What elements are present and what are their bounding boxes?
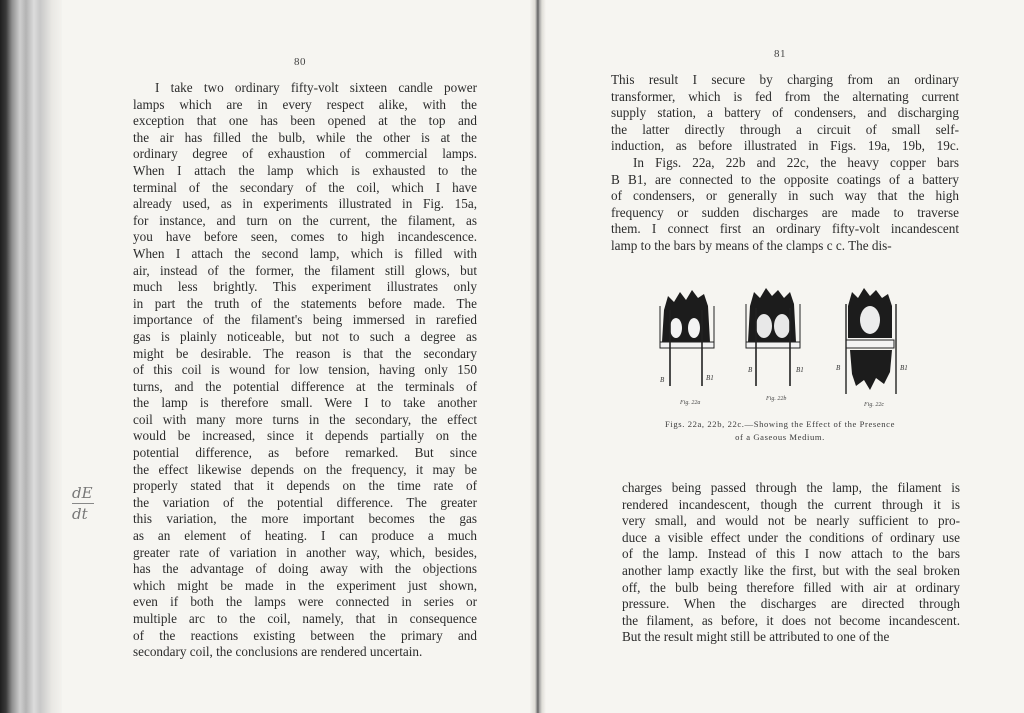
fig-22c-label-left: B — [836, 364, 841, 372]
text-line: induction, as before illustrated in Figs. 19a, 19b, 19c. — [611, 138, 959, 154]
text-line: of the lamp. Instead of this I now attach to the bars — [622, 546, 960, 562]
figure-22b — [746, 288, 800, 386]
text-line: properly stated that it depends on the time rate of — [133, 478, 477, 494]
text-line: In Figs. 22a, 22b and 22c, the heavy copper bars — [633, 154, 959, 170]
text-line: When I attach the lamp which is exhausted to the — [133, 162, 477, 178]
right-page-body-top — [611, 72, 959, 255]
margin-note-denominator: dt — [72, 505, 88, 523]
fig-22a-caption: Fig. 22a — [680, 400, 701, 406]
text-line: another lamp exactly like the first, but with the seal broken — [622, 562, 960, 578]
text-line: lamps which are in every respect alike, with the — [133, 96, 477, 112]
text-line: B B1, are connected to the opposite coatings of a battery — [611, 171, 959, 187]
text-line: the lamp is therefore small. Were I to take another — [133, 395, 477, 411]
right-page-body-bottom — [622, 480, 960, 646]
text-line: the effect likewise depends on the frequency, it may be — [133, 461, 477, 477]
text-line: would be increased, since it depends partially on the — [133, 428, 477, 444]
margin-note-fraction-bar — [72, 503, 94, 504]
text-line: the variation of the potential difference. The greater — [133, 494, 477, 510]
text-line: this variation, the more important becomes the gas — [133, 511, 477, 527]
text-line: of condensers, or generally in such way that the high — [611, 188, 959, 204]
text-line: you have before seen, comes to high incandescence. — [133, 229, 477, 245]
text-line: greater rate of variation in another way, which, besides, — [133, 544, 477, 560]
text-line: of the reactions existing between the primary and — [133, 627, 477, 643]
text-line: very small, and would not be nearly sufficient to pro- — [622, 513, 960, 529]
text-line: I take two ordinary fifty-volt sixteen candle power — [155, 80, 477, 95]
text-line: for instance, and turn on the current, the filament, as — [133, 212, 477, 228]
handwritten-margin-note — [72, 484, 94, 523]
figure-22-illustrations — [656, 286, 916, 411]
text-line: ordinary degree of exhaustion of commercial lamps. — [133, 146, 477, 162]
fig-22c-label-right: B1 — [900, 364, 908, 372]
right-page-number: 81 — [774, 48, 786, 60]
text-line: importance of the filament's being immersed in rarefied — [133, 312, 477, 328]
text-line: exception that one has been opened at the top and — [133, 113, 477, 129]
text-line: the filament, as before, it does not become incandescent. — [622, 612, 960, 628]
text-line: might be desirable. The reason is that the secondary — [133, 345, 477, 361]
margin-note-numerator: dE — [72, 484, 93, 502]
text-line: multiple arc to the coil, namely, that in consequence — [133, 611, 477, 626]
fig-22c-caption: Fig. 22c — [864, 402, 884, 408]
book-spine-edge — [0, 0, 62, 713]
left-page-body — [133, 80, 477, 661]
text-line: lamp to the bars by means of the clamps c c. The dis- — [611, 237, 892, 253]
text-line: the latter directly through a circuit of small self- — [611, 121, 959, 137]
text-line: pressure. When the discharges are directed through — [622, 596, 960, 612]
text-line: of this coil is wound for low tension, having only 150 — [133, 362, 477, 378]
text-line: potential difference, as before remarked. But since — [133, 445, 477, 461]
text-line: duce a visible effect under the conditions of ordinary use — [622, 529, 960, 545]
fig-22b-caption: Fig. 22b — [766, 396, 787, 402]
text-line: transformer, which is fed from the alternating current — [611, 88, 959, 104]
text-line: terminal of the secondary of the coil, which I have — [133, 179, 477, 195]
fig-22b-label-right: B1 — [796, 366, 804, 374]
figure-caption-line-1: Figs. 22a, 22b, 22c.—Showing the Effect of the Presence — [665, 419, 895, 429]
text-line: coil with many more turns in the secondary, the effect — [133, 411, 477, 427]
figure-caption — [620, 418, 940, 444]
text-line: already used, as in experiments illustrated in Fig. 15a, — [133, 196, 477, 212]
text-line: But the result might still be attributed to one of the — [622, 629, 890, 645]
text-line: has the advantage of doing away with the objections — [133, 561, 477, 577]
figure-22c — [846, 288, 896, 394]
text-line: turns, and the potential difference at the terminals of — [133, 378, 477, 394]
book-gutter — [530, 0, 546, 713]
fig-22a-label-left: B — [660, 376, 665, 384]
text-line: charges being passed through the lamp, the filament is — [622, 480, 960, 495]
figure-22a — [660, 290, 714, 386]
text-line: in part the truth of the statements before made. The — [133, 295, 477, 311]
text-line: off, the bulb being therefore filled with air at ordinary — [622, 579, 960, 595]
fig-22a-label-right: B1 — [706, 374, 714, 382]
fig-22b-label-left: B — [748, 366, 753, 374]
figure-caption-line-2: of a Gaseous Medium. — [735, 432, 825, 442]
text-line: even if both the lamps were connected in series or — [133, 594, 477, 610]
text-line: them. I connect first an ordinary fifty-volt incandescent — [611, 221, 959, 237]
text-line: frequency or sudden discharges are made to traverse — [611, 204, 959, 220]
text-line: the air has filled the bulb, while the other is at the — [133, 129, 477, 145]
text-line: When I attach the second lamp, which is filled with — [133, 245, 477, 261]
text-line: air, instead of the former, the filament still glows, but — [133, 262, 477, 278]
text-line: This result I secure by charging from an ordinary — [611, 72, 959, 87]
text-line: which might be made in the experiment just shown, — [133, 577, 477, 593]
text-line: secondary coil, the conclusions are rendered uncertain. — [133, 644, 423, 660]
text-line: supply station, a battery of condensers, and discharging — [611, 105, 959, 121]
text-line: gas is plainly noticeable, but not to such a degree as — [133, 328, 477, 344]
text-line: much less brightly. This experiment illustrates only — [133, 279, 477, 295]
left-page-number: 80 — [294, 56, 306, 68]
text-line: rendered incandescent, though the current through it is — [622, 496, 960, 512]
text-line: as an element of heating. I can produce a much — [133, 528, 477, 544]
